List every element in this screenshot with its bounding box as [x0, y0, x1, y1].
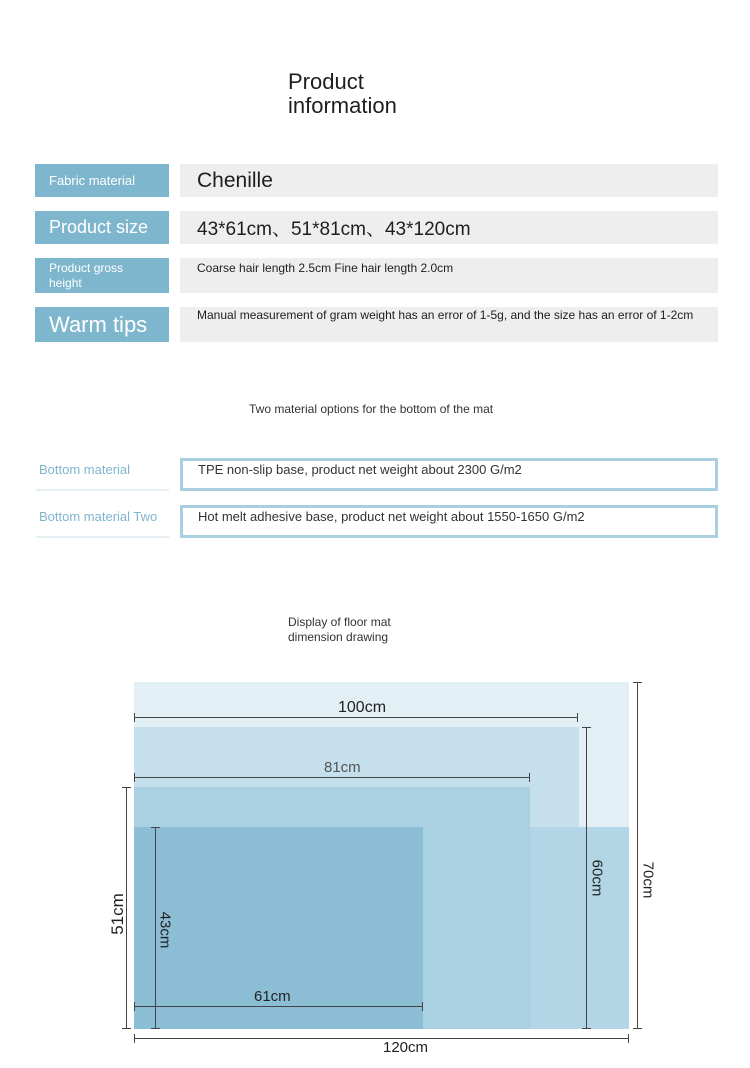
bottom-section-heading: Two material options for the bottom of the mat	[249, 402, 494, 416]
dim-label-81: 81cm	[324, 759, 361, 776]
dim-line-61	[134, 1006, 423, 1007]
dim-line-81	[134, 777, 530, 778]
dim-label-100: 100cm	[338, 699, 387, 716]
dim-line-70	[637, 682, 638, 1029]
spec-label-tips: Warm tips	[35, 307, 169, 342]
spec-label-size: Product size	[35, 211, 169, 244]
dim-line-100	[134, 717, 578, 718]
dim-label-120: 120cm	[383, 1039, 429, 1056]
spec-label-height: Product gross height	[35, 258, 169, 293]
spec-value-size: 43*61cm、51*81cm、43*120cm	[180, 211, 718, 244]
spec-value-fabric: Chenille	[180, 164, 718, 197]
dim-line-120	[134, 1038, 629, 1039]
bottom-value-one: TPE non-slip base, product net weight about 2300 G/m2	[180, 458, 718, 491]
bottom-label-two: Bottom material Two	[36, 505, 169, 538]
spec-value-height: Coarse hair length 2.5cm Fine hair length 2.0cm	[180, 258, 718, 293]
dim-line-60	[586, 727, 587, 1029]
page-title: Product information	[288, 69, 397, 118]
diagram-heading: Display of floor mat dimension drawing	[288, 615, 391, 644]
bottom-value-two: Hot melt adhesive base, product net weight about 1550-1650 G/m2	[180, 505, 718, 538]
dim-label-70: 70cm	[639, 861, 657, 899]
spec-value-tips: Manual measurement of gram weight has an error of 1-5g, and the size has an error of 1-2cm	[180, 307, 718, 342]
dim-label-60: 60cm	[588, 859, 606, 897]
dim-label-43: 43cm	[156, 911, 174, 949]
dim-label-61: 61cm	[254, 988, 291, 1005]
spec-label-fabric: Fabric material	[35, 164, 169, 197]
dim-label-51: 51cm	[107, 893, 127, 935]
bottom-label-one: Bottom material	[36, 458, 169, 491]
